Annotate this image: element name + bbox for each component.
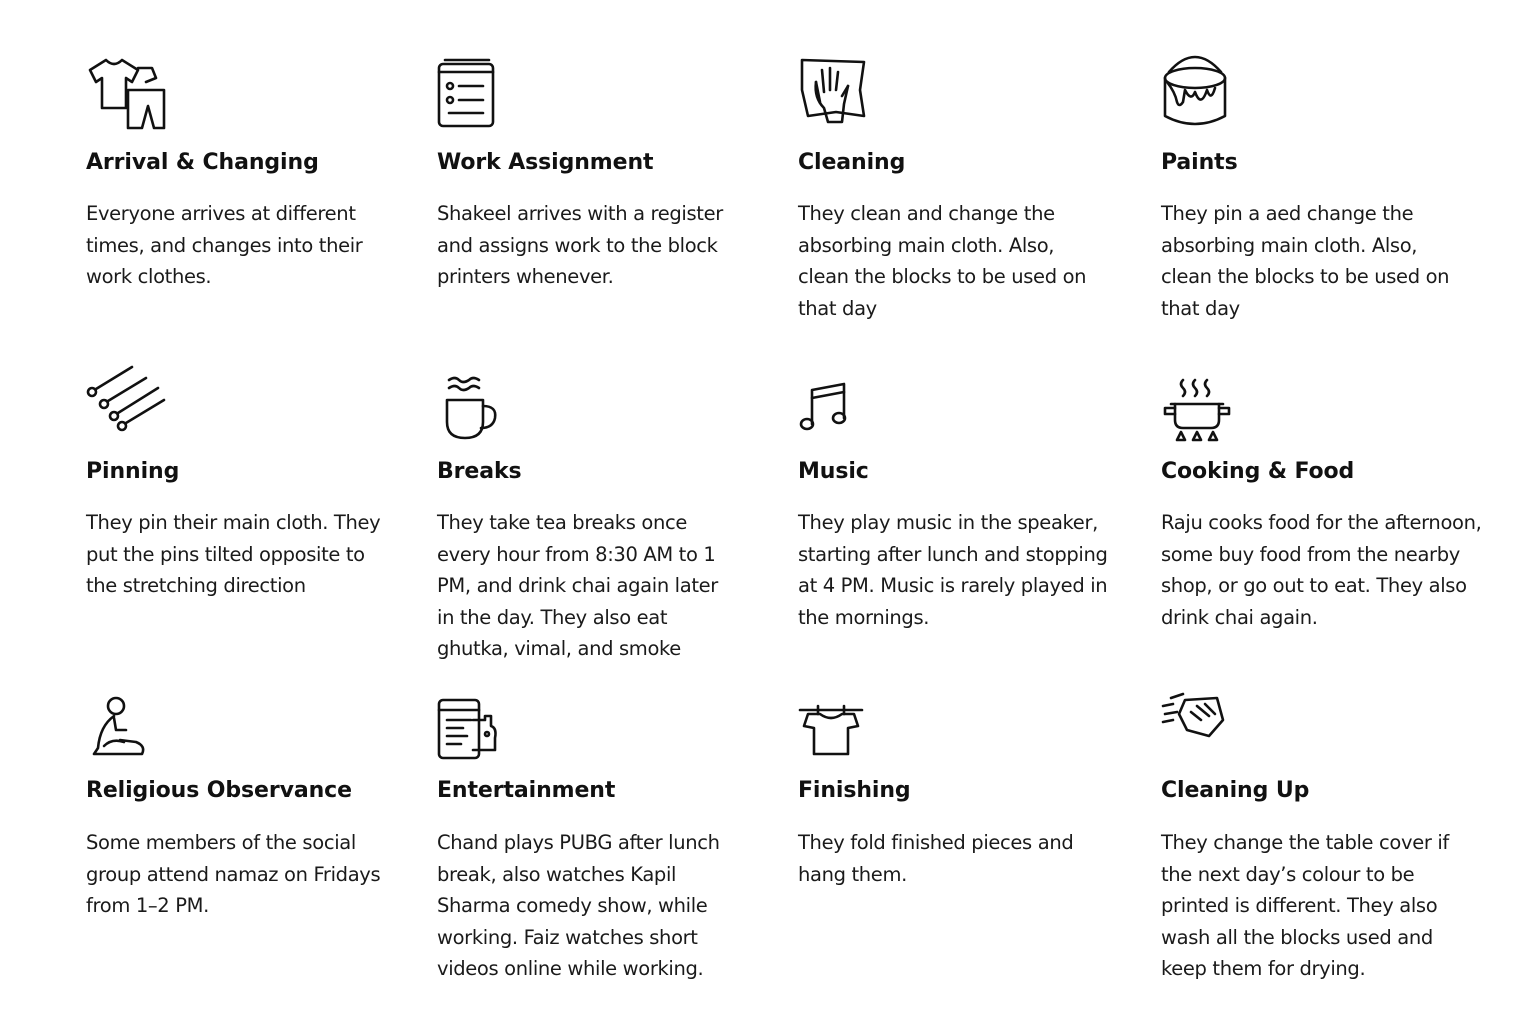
card-text: They play music in the speaker, starting after lunch and stopping at 4 PM. Music is rarely played in the mornings. bbox=[798, 511, 1108, 629]
card-text: They pin a aed change the absorbing main cloth. Also, clean the blocks to be used on that day bbox=[1161, 202, 1450, 320]
card-text: Chand plays PUBG after lunch break, also watches Kapil Sharma comedy show, while working. Faiz watches short videos online while working. bbox=[437, 831, 720, 980]
card-title: Cleaning Up bbox=[1161, 778, 1310, 803]
card-title: Work Assignment bbox=[437, 150, 654, 175]
card-text: Some members of the social group attend namaz on Fridays from 1–2 PM. bbox=[86, 831, 381, 917]
paint-bucket-icon bbox=[1161, 52, 1229, 128]
praying-person-icon bbox=[86, 696, 148, 758]
card-text: Everyone arrives at different times, and changes into their work clothes. bbox=[86, 202, 363, 288]
pins-icon bbox=[86, 364, 166, 432]
card-title: Cleaning bbox=[798, 150, 906, 175]
tea-cup-icon bbox=[437, 374, 503, 442]
wiping-cloth-icon bbox=[1161, 690, 1227, 742]
card-title: Breaks bbox=[437, 459, 522, 484]
card-text: They fold finished pieces and hang them. bbox=[798, 831, 1074, 886]
glove-cloth-icon bbox=[798, 56, 868, 126]
clipboard-list-icon bbox=[437, 58, 497, 130]
card-title: Cooking & Food bbox=[1161, 459, 1355, 484]
card-title: Pinning bbox=[86, 459, 180, 484]
card-text: Raju cooks food for the afternoon, some buy food from the nearby shop, or go out to eat. They also drink chai again. bbox=[1161, 511, 1482, 629]
card-text: Shakeel arrives with a register and assigns work to the block printers whenever. bbox=[437, 202, 723, 288]
music-note-icon bbox=[798, 380, 850, 432]
card-title: Arrival & Changing bbox=[86, 150, 319, 175]
phone-screen-icon bbox=[437, 698, 499, 760]
hanging-shirt-icon bbox=[798, 702, 864, 758]
card-text: They clean and change the absorbing main cloth. Also, clean the blocks to be used on that day bbox=[798, 202, 1087, 320]
card-title: Entertainment bbox=[437, 778, 616, 803]
clothes-icon bbox=[86, 56, 168, 132]
card-text: They take tea breaks once every hour from 8:30 AM to 1 PM, and drink chai again later in the day. They also eat ghutka, vimal, and smoke bbox=[437, 511, 718, 660]
card-title: Finishing bbox=[798, 778, 911, 803]
card-text: They change the table cover if the next day’s colour to be printed is different. They also wash all the blocks used and keep them for drying. bbox=[1161, 831, 1449, 980]
card-text: They pin their main cloth. They put the pins tilted opposite to the stretching direction bbox=[86, 511, 381, 597]
card-title: Music bbox=[798, 459, 869, 484]
card-title: Paints bbox=[1161, 150, 1238, 175]
cooking-pot-icon bbox=[1161, 376, 1233, 444]
card-title: Religious Observance bbox=[86, 778, 352, 803]
